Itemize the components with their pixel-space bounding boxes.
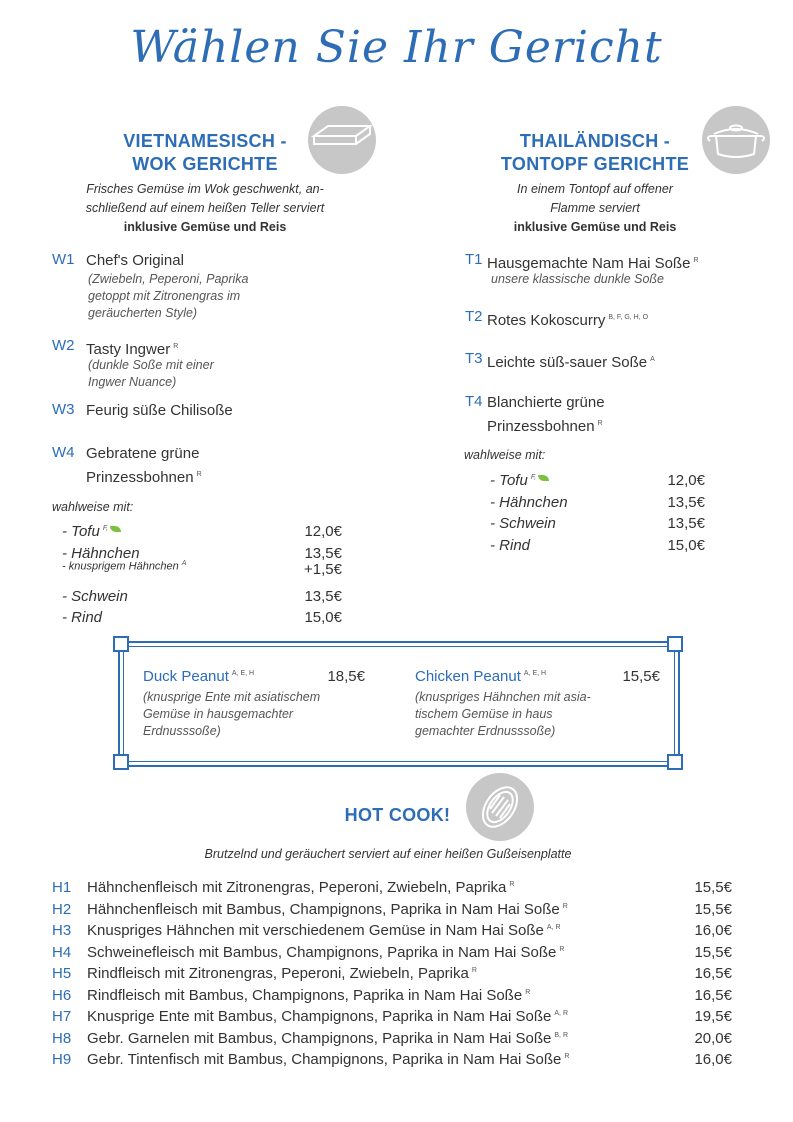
allergen-note: R (559, 945, 565, 953)
hot-item-code: H9 (52, 1051, 72, 1068)
desc-line: Gemüse in hausgemachter (143, 707, 294, 721)
desc-line: getoppt mit Zitronengras im (88, 289, 241, 303)
thai-title-line2: TONTOPF GERICHTE (500, 154, 690, 174)
frame-corner-ornament (113, 754, 129, 770)
thai-option-tofu (490, 472, 549, 489)
allergen-note: R (693, 257, 699, 264)
item-code-t3: T3 (465, 350, 483, 367)
hot-item-name (87, 1051, 569, 1068)
wok-option-tofu (62, 523, 121, 540)
hot-item-name (87, 922, 561, 939)
special-duck-peanut-desc (143, 689, 320, 740)
frame-corner-ornament (667, 754, 683, 770)
wok-option-beef-price: 15,0€ (304, 609, 342, 626)
clay-pot-icon (702, 106, 770, 174)
item-name-w4 (86, 443, 202, 488)
allergen-note: B, F, G, H, O (608, 314, 649, 321)
wok-title-line2: WOK GERICHTE (132, 154, 278, 174)
page-title: Wählen Sie Ihr Gericht (130, 22, 663, 73)
thai-option-pork: - Schwein (490, 515, 556, 532)
desc-line: tischem Gemüse in haus (415, 707, 553, 721)
hot-item-name (87, 901, 568, 918)
item-name-t2 (487, 307, 648, 331)
option-label: - knusprigem Hähnchen (62, 560, 179, 573)
desc-line: geräucherten Style) (88, 306, 198, 320)
allergen-note: R (509, 881, 515, 888)
allergen-note: R (525, 988, 531, 996)
desc-line: (Zwiebeln, Peperoni, Paprika (88, 272, 249, 286)
hot-item-price: 16,0€ (694, 922, 732, 939)
item-desc-t1: unsere klassische dunkle Soße (491, 272, 665, 286)
hot-item-name-text: Rindfleisch mit Zitronengras, Peperoni, Zwiebeln, Paprika (87, 965, 469, 982)
hot-item-code: H7 (52, 1008, 72, 1025)
allergen-note: R (173, 343, 179, 350)
item-name-t4 (487, 392, 605, 437)
frame-corner-ornament (667, 636, 683, 652)
special-name-text: Chicken Peanut (415, 668, 521, 685)
wok-option-chicken-price: 13,5€ (304, 545, 342, 562)
item-code-t1: T1 (465, 251, 483, 268)
allergen-note: R (471, 967, 477, 974)
hot-item-code: H8 (52, 1029, 72, 1047)
desc-line: Erdnusssoße) (143, 724, 221, 738)
desc-line: (knuspriges Hähnchen mit asia- (415, 690, 591, 704)
hot-item-name-text: Knusprige Ente mit Bambus, Champignons, Paprika in Nam Hai Soße (87, 1008, 552, 1025)
allergen-note: R (597, 420, 603, 427)
allergen-note: F, (102, 525, 109, 532)
allergen-note: B, R (554, 1031, 569, 1039)
frame-corner-ornament (113, 636, 129, 652)
hot-item-price: 16,5€ (694, 986, 732, 1004)
item-name-text: Leichte süß-sauer Soße (487, 354, 648, 371)
allergen-note: A, E, H (523, 670, 547, 677)
wok-title-line1: VIETNAMESISCH - (123, 131, 287, 151)
allergen-note: A (181, 560, 187, 567)
wok-option-tofu-price: 12,0€ (304, 523, 342, 540)
cast-iron-plate-icon (466, 773, 534, 841)
wok-plate-icon (308, 106, 376, 174)
item-name-text: Tasty Ingwer (86, 341, 171, 358)
hot-item-code: H6 (52, 986, 72, 1004)
wok-option-pork-price: 13,5€ (304, 588, 342, 605)
wok-section-title (90, 130, 320, 176)
desc-line: (dunkle Soße mit einer (88, 358, 214, 372)
hot-item-name (87, 879, 514, 896)
item-code-w2: W2 (52, 337, 75, 354)
item-name-t3 (487, 349, 655, 373)
hot-item-name-text: Rindfleisch mit Bambus, Champignons, Paprika in Nam Hai Soße (87, 986, 523, 1004)
wok-option-crispy-chicken (62, 560, 186, 573)
hot-cook-title: HOT COOK! (344, 805, 451, 825)
wok-desc-line1: Frisches Gemüse im Wok geschwenkt, an- (86, 182, 324, 196)
thai-option-beef-price: 15,0€ (667, 537, 705, 554)
item-code-t4: T4 (465, 393, 483, 410)
thai-option-tofu-price: 12,0€ (667, 472, 705, 489)
hot-item-code: H1 (52, 879, 72, 896)
item-name-text: Hausgemachte Nam Hai Soße (487, 255, 691, 272)
hot-item-name-text: Gebr. Garnelen mit Bambus, Champignons, Paprika in Nam Hai Soße (87, 1029, 552, 1047)
thai-option-chicken: - Hähnchen (490, 494, 568, 511)
allergen-note: A (650, 356, 655, 363)
thai-section-description (455, 180, 735, 237)
hot-item-code: H2 (52, 900, 72, 918)
thai-option-chicken-price: 13,5€ (667, 494, 705, 511)
thai-desc-bold: inklusive Gemüse und Reis (513, 220, 677, 234)
allergen-note: R (196, 471, 202, 478)
wok-option-beef: - Rind (62, 609, 103, 626)
tofu-leaf-icon (538, 475, 549, 481)
wok-desc-bold: inklusive Gemüse und Reis (123, 220, 287, 234)
allergen-note: A, R (554, 1010, 569, 1017)
item-code-w3: W3 (52, 401, 75, 418)
tofu-leaf-icon (110, 526, 121, 532)
thai-option-pork-price: 13,5€ (667, 515, 705, 532)
wok-section-description (40, 180, 370, 237)
item-name-w3: Feurig süße Chilisoße (86, 402, 233, 419)
hot-item-name-text: Hähnchenfleisch mit Zitronengras, Peperoni, Zwiebeln, Paprika (87, 879, 507, 896)
allergen-note: A, E, H (231, 670, 255, 677)
option-label: - Tofu (62, 523, 100, 540)
hot-item-price: 19,5€ (694, 1008, 732, 1025)
item-desc-w1 (88, 271, 249, 322)
wok-options-label: wahlweise mit: (52, 500, 134, 514)
hot-item-name-text: Schweinefleisch mit Bambus, Champignons, Paprika in Nam Hai Soße (87, 943, 557, 961)
thai-desc-line2: Flamme serviert (550, 201, 640, 215)
hot-item-code: H4 (52, 943, 72, 961)
hot-item-name-text: Hähnchenfleisch mit Bambus, Champignons, Paprika in Nam Hai Soße (87, 900, 560, 918)
special-duck-peanut-name (143, 668, 254, 685)
allergen-note: F, (530, 474, 537, 481)
item-code-w4: W4 (52, 444, 75, 461)
hot-item-name-text: Knuspriges Hähnchen mit verschiedenem Gemüse in Nam Hai Soße (87, 922, 544, 939)
hot-item-name (87, 1030, 568, 1047)
item-name-line: Gebratene grüne (86, 445, 200, 462)
item-code-t2: T2 (465, 308, 483, 325)
hot-item-name (87, 987, 530, 1004)
hot-item-price: 16,0€ (694, 1051, 732, 1068)
item-name-line: Prinzessbohnen (487, 418, 595, 435)
wok-option-chicken: - Hähnchen (62, 545, 140, 562)
hot-cook-description: Brutzelnd und geräuchert serviert auf einer heißen Gußeisenplatte (204, 847, 572, 861)
thai-section-title (475, 130, 715, 176)
item-code-w1: W1 (52, 251, 75, 268)
hot-item-price: 15,5€ (694, 879, 732, 896)
item-name-w1: Chef's Original (86, 252, 184, 269)
item-name-text: Rotes Kokoscurry (487, 312, 606, 329)
special-duck-peanut-price: 18,5€ (327, 668, 365, 685)
thai-desc-line1: In einem Tontopf auf offener (517, 182, 673, 196)
wok-option-crispy-chicken-price: +1,5€ (304, 561, 342, 578)
hot-item-code: H5 (52, 965, 72, 982)
wok-option-pork: - Schwein (62, 588, 128, 605)
hot-item-code: H3 (52, 922, 72, 939)
item-name-line: Prinzessbohnen (86, 469, 194, 486)
allergen-note: R (562, 902, 568, 910)
allergen-note: A, R (546, 924, 561, 931)
allergen-note: R (564, 1053, 570, 1060)
special-chicken-peanut-price: 15,5€ (622, 668, 660, 685)
hot-item-name-text: Gebr. Tintenfisch mit Bambus, Champignons, Paprika in Nam Hai Soße (87, 1051, 562, 1068)
thai-options-label: wahlweise mit: (464, 448, 546, 462)
item-name-line: Blanchierte grüne (487, 394, 605, 411)
hot-item-price: 16,5€ (694, 965, 732, 982)
option-label: - Tofu (490, 472, 528, 489)
thai-option-beef: - Rind (490, 537, 531, 554)
hot-item-price: 15,5€ (694, 900, 732, 918)
hot-item-name (87, 965, 477, 982)
special-name-text: Duck Peanut (143, 668, 229, 685)
hot-item-name (87, 944, 564, 961)
special-chicken-peanut-desc (415, 689, 591, 740)
hot-item-price: 20,0€ (694, 1029, 732, 1047)
desc-line: Ingwer Nuance) (88, 375, 177, 389)
thai-title-line1: THAILÄNDISCH - (519, 131, 671, 151)
special-chicken-peanut-name (415, 668, 546, 685)
hot-item-price: 15,5€ (694, 943, 732, 961)
wok-desc-line2: schließend auf einem heißen Teller serviert (85, 201, 325, 215)
desc-line: gemachter Erdnusssoße) (415, 724, 556, 738)
desc-line: (knusprige Ente mit asiatischem (143, 690, 321, 704)
item-desc-w2 (88, 357, 214, 391)
hot-item-name (87, 1008, 568, 1025)
